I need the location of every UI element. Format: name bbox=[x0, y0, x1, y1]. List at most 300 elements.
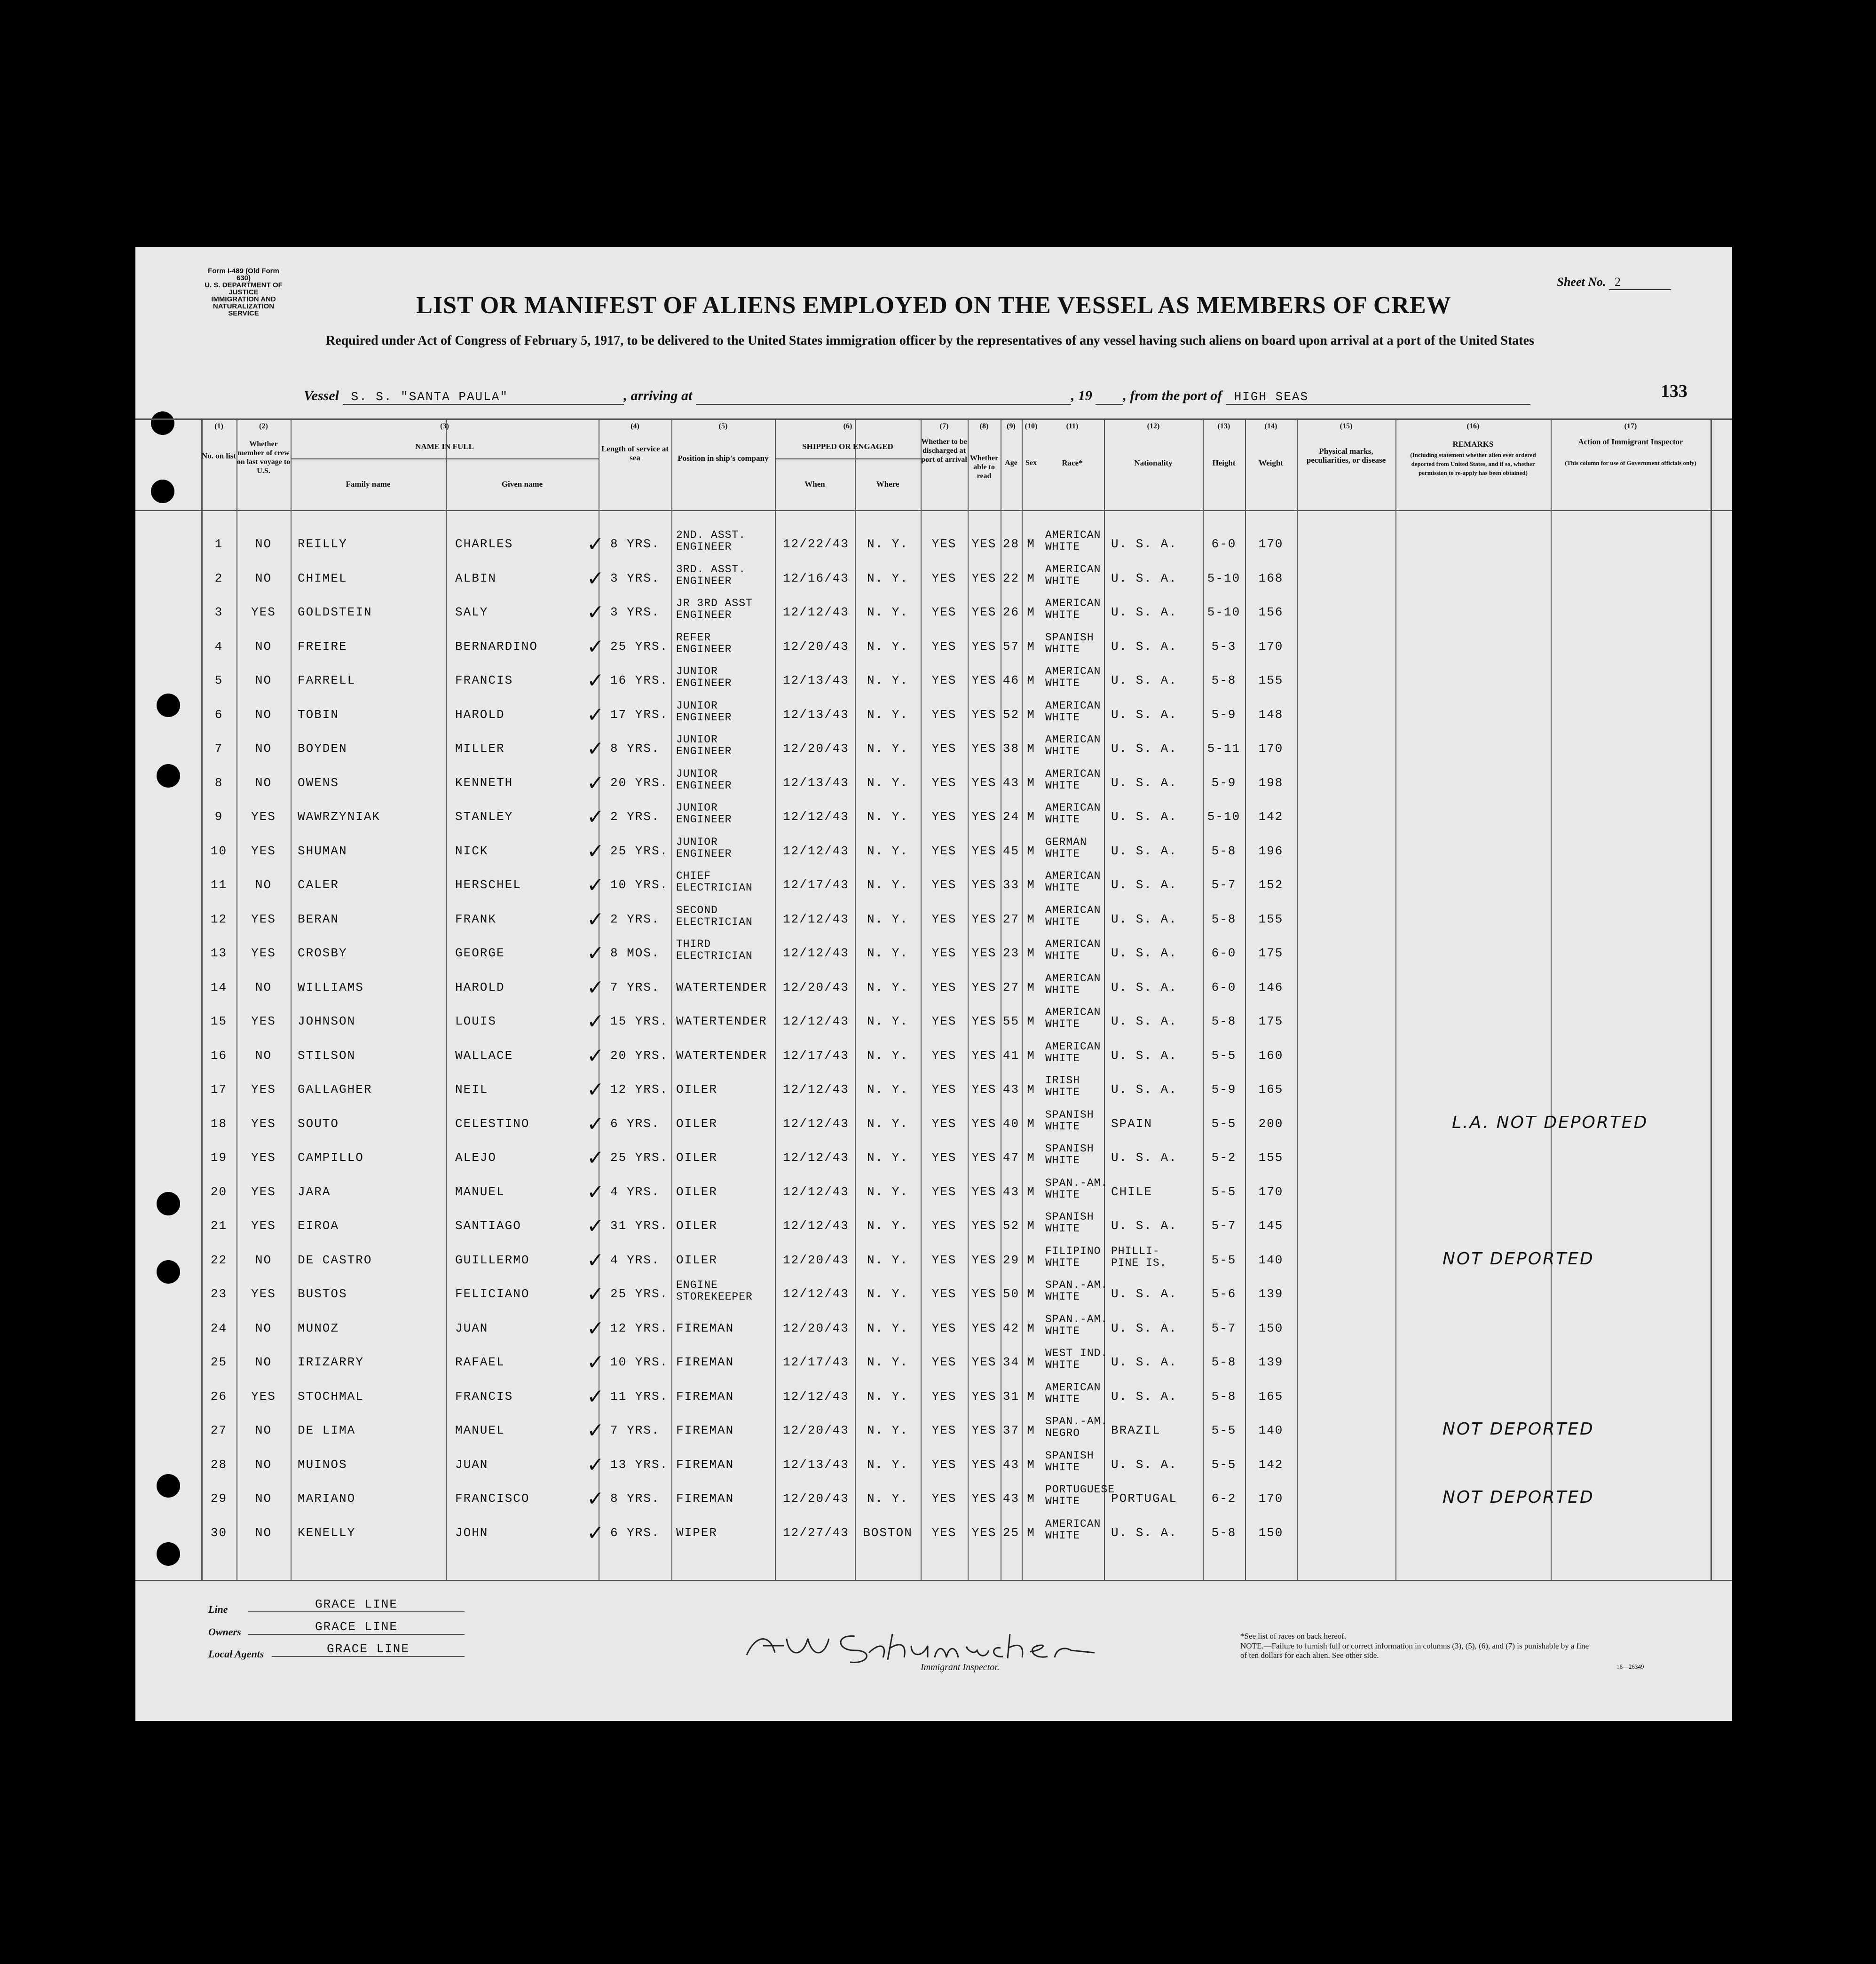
remarks-handwritten: NOT DEPORTED bbox=[1442, 1249, 1594, 1269]
race: AMERICAN WHITE bbox=[1045, 870, 1101, 894]
weight: 170 bbox=[1258, 537, 1284, 551]
inspector-signature bbox=[742, 1625, 1071, 1675]
sex: M bbox=[1027, 980, 1035, 994]
column-rule bbox=[1245, 418, 1246, 1580]
prev-voyage: NO bbox=[255, 775, 272, 790]
shipped-where: N. Y. bbox=[867, 1355, 908, 1369]
position: OILER bbox=[676, 1151, 718, 1165]
sex: M bbox=[1027, 844, 1035, 858]
nationality: U. S. A. bbox=[1111, 1287, 1177, 1301]
sex: M bbox=[1027, 1457, 1035, 1472]
family-name: REILLY bbox=[298, 537, 347, 551]
given-name: STANLEY bbox=[455, 810, 513, 824]
row-number: 8 bbox=[214, 775, 223, 790]
nationality: U. S. A. bbox=[1111, 537, 1177, 551]
nationality: U. S. A. bbox=[1111, 1014, 1177, 1028]
header-race: Race* bbox=[1062, 458, 1083, 467]
position: OILER bbox=[676, 1184, 718, 1199]
manifest-sheet bbox=[135, 247, 1732, 1721]
shipped-where: N. Y. bbox=[867, 1457, 908, 1472]
weight: 140 bbox=[1258, 1423, 1284, 1437]
weight: 150 bbox=[1258, 1321, 1284, 1335]
checkmark: ✓ bbox=[587, 669, 606, 693]
table-bottom-rule bbox=[135, 1580, 1732, 1581]
shipped-where: N. Y. bbox=[867, 775, 908, 790]
line-value: GRACE LINE bbox=[248, 1597, 465, 1612]
signature-graphic bbox=[742, 1625, 1099, 1667]
age: 24 bbox=[1002, 810, 1020, 824]
owners-label: Owners bbox=[208, 1626, 241, 1638]
age: 23 bbox=[1002, 946, 1020, 960]
length-of-service: 16 YRS. bbox=[610, 673, 669, 687]
row-number: 13 bbox=[210, 946, 228, 960]
sex: M bbox=[1027, 946, 1035, 960]
able-to-read: YES bbox=[971, 1525, 997, 1540]
able-to-read: YES bbox=[971, 878, 997, 892]
weight: 175 bbox=[1258, 946, 1284, 960]
nationality: U. S. A. bbox=[1111, 707, 1177, 722]
vessel-line bbox=[304, 388, 1705, 405]
height: 5-10 bbox=[1207, 810, 1241, 824]
column-rule bbox=[1203, 418, 1204, 1580]
length-of-service: 2 YRS. bbox=[610, 810, 660, 824]
length-of-service: 25 YRS. bbox=[610, 1151, 669, 1165]
position: REFER ENGINEER bbox=[676, 631, 732, 655]
able-to-read: YES bbox=[971, 1082, 997, 1096]
given-name: FRANCISCO bbox=[455, 1491, 530, 1506]
age: 45 bbox=[1002, 844, 1020, 858]
column-rule bbox=[1710, 418, 1712, 1580]
weight: 170 bbox=[1258, 1184, 1284, 1199]
discharge: YES bbox=[931, 980, 957, 994]
sex: M bbox=[1027, 1321, 1035, 1335]
given-name: ALBIN bbox=[455, 571, 497, 585]
row-number: 5 bbox=[214, 673, 223, 687]
length-of-service: 6 YRS. bbox=[610, 1525, 660, 1540]
discharge: YES bbox=[931, 537, 957, 551]
given-name: HERSCHEL bbox=[455, 878, 521, 892]
weight: 155 bbox=[1258, 673, 1284, 687]
checkmark: ✓ bbox=[587, 1316, 606, 1341]
length-of-service: 15 YRS. bbox=[610, 1014, 669, 1028]
row-number: 19 bbox=[210, 1151, 228, 1165]
year-label: , 19 bbox=[1071, 388, 1092, 403]
year-value bbox=[1096, 390, 1123, 405]
height: 5-7 bbox=[1211, 1219, 1237, 1233]
shipped-when: 12/12/43 bbox=[783, 1287, 849, 1301]
family-name: STILSON bbox=[298, 1048, 356, 1063]
height: 5-9 bbox=[1211, 1082, 1237, 1096]
crew-table bbox=[135, 418, 1732, 1582]
checkmark: ✓ bbox=[587, 566, 606, 591]
checkmark: ✓ bbox=[587, 941, 606, 965]
checkmark: ✓ bbox=[587, 702, 606, 727]
able-to-read: YES bbox=[971, 1491, 997, 1506]
able-to-read: YES bbox=[971, 980, 997, 994]
shipped-where: N. Y. bbox=[867, 1321, 908, 1335]
length-of-service: 25 YRS. bbox=[610, 639, 669, 654]
nationality: U. S. A. bbox=[1111, 912, 1177, 926]
family-name: CAMPILLO bbox=[298, 1151, 364, 1165]
age: 28 bbox=[1002, 537, 1020, 551]
age: 47 bbox=[1002, 1151, 1020, 1165]
discharge: YES bbox=[931, 1355, 957, 1369]
length-of-service: 17 YRS. bbox=[610, 707, 669, 722]
header-given-name: Given name bbox=[501, 480, 543, 489]
weight: 150 bbox=[1258, 1525, 1284, 1540]
races-note: *See list of races on back hereof. bbox=[1240, 1632, 1347, 1641]
header-position: Position in ship's company bbox=[678, 454, 769, 463]
prev-voyage: YES bbox=[251, 844, 276, 858]
header-nationality: Nationality bbox=[1134, 458, 1173, 467]
family-name: TOBIN bbox=[298, 707, 339, 722]
race: IRISH WHITE bbox=[1045, 1074, 1080, 1098]
nationality: U. S. A. bbox=[1111, 1048, 1177, 1063]
row-number: 30 bbox=[210, 1525, 228, 1540]
column-number: (17) bbox=[1624, 422, 1637, 430]
height: 5-8 bbox=[1211, 912, 1237, 926]
header-name: NAME IN FULL bbox=[415, 442, 474, 451]
family-name: MARIANO bbox=[298, 1491, 356, 1506]
length-of-service: 7 YRS. bbox=[610, 980, 660, 994]
sex: M bbox=[1027, 1151, 1035, 1165]
header-physical-marks: Physical marks, peculiarities, or disease bbox=[1306, 447, 1386, 465]
height: 5-9 bbox=[1211, 707, 1237, 722]
nationality: PHILLI- PINE IS. bbox=[1111, 1245, 1167, 1269]
prev-voyage: NO bbox=[255, 1525, 272, 1540]
nationality: U. S. A. bbox=[1111, 1151, 1177, 1165]
from-value: HIGH SEAS bbox=[1226, 390, 1530, 405]
able-to-read: YES bbox=[971, 1184, 997, 1199]
prev-voyage: YES bbox=[251, 1151, 276, 1165]
header-when: When bbox=[804, 480, 825, 489]
checkmark: ✓ bbox=[587, 839, 606, 863]
shipped-when: 12/13/43 bbox=[783, 707, 849, 722]
height: 5-8 bbox=[1211, 1389, 1237, 1404]
subheader-rule bbox=[775, 458, 921, 459]
checkmark: ✓ bbox=[587, 1521, 606, 1545]
owners-value: GRACE LINE bbox=[248, 1620, 465, 1635]
age: 22 bbox=[1002, 571, 1020, 585]
given-name: GUILLERMO bbox=[455, 1253, 530, 1267]
nationality: U. S. A. bbox=[1111, 1525, 1177, 1540]
race: WEST IND. WHITE bbox=[1045, 1347, 1108, 1371]
age: 42 bbox=[1002, 1321, 1020, 1335]
row-number: 17 bbox=[210, 1082, 228, 1096]
given-name: FRANCIS bbox=[455, 1389, 513, 1404]
race: AMERICAN WHITE bbox=[1045, 734, 1101, 757]
checkmark: ✓ bbox=[587, 1214, 606, 1238]
race: AMERICAN WHITE bbox=[1045, 972, 1101, 996]
prev-voyage: NO bbox=[255, 673, 272, 687]
column-number: (16) bbox=[1466, 422, 1480, 430]
age: 25 bbox=[1002, 1525, 1020, 1540]
checkmark: ✓ bbox=[587, 634, 606, 659]
form-identifier: Form I-489 (Old Form 630) U. S. DEPARTMENT OF JUSTICE IMMIGRATION AND NATURALIZATION SERVICE bbox=[205, 267, 283, 317]
nationality: U. S. A. bbox=[1111, 1457, 1177, 1472]
shipped-when: 12/12/43 bbox=[783, 810, 849, 824]
checkmark: ✓ bbox=[587, 1146, 606, 1170]
family-name: OWENS bbox=[298, 775, 339, 790]
discharge: YES bbox=[931, 605, 957, 619]
able-to-read: YES bbox=[971, 1151, 997, 1165]
nationality: U. S. A. bbox=[1111, 946, 1177, 960]
weight: 148 bbox=[1258, 707, 1284, 722]
shipped-when: 12/12/43 bbox=[783, 1082, 849, 1096]
family-name: SHUMAN bbox=[298, 844, 347, 858]
height: 5-5 bbox=[1211, 1457, 1237, 1472]
shipped-where: N. Y. bbox=[867, 980, 908, 994]
shipped-when: 12/13/43 bbox=[783, 673, 849, 687]
race: SPANISH WHITE bbox=[1045, 631, 1094, 655]
sex: M bbox=[1027, 707, 1035, 722]
prev-voyage: NO bbox=[255, 707, 272, 722]
shipped-when: 12/12/43 bbox=[783, 1184, 849, 1199]
height: 5-7 bbox=[1211, 1321, 1237, 1335]
able-to-read: YES bbox=[971, 707, 997, 722]
shipped-when: 12/12/43 bbox=[783, 1014, 849, 1028]
row-number: 20 bbox=[210, 1184, 228, 1199]
weight: 168 bbox=[1258, 571, 1284, 585]
given-name: HAROLD bbox=[455, 707, 505, 722]
row-number: 18 bbox=[210, 1116, 228, 1131]
discharge: YES bbox=[931, 1491, 957, 1506]
position: JUNIOR ENGINEER bbox=[676, 734, 732, 757]
sex: M bbox=[1027, 1491, 1035, 1506]
weight: 200 bbox=[1258, 1116, 1284, 1131]
family-name: FARRELL bbox=[298, 673, 356, 687]
sheet-number-value: 2 bbox=[1609, 275, 1671, 290]
discharge: YES bbox=[931, 673, 957, 687]
shipped-when: 12/12/43 bbox=[783, 605, 849, 619]
shipped-where: N. Y. bbox=[867, 605, 908, 619]
family-name: EIROA bbox=[298, 1219, 339, 1233]
nationality: U. S. A. bbox=[1111, 1321, 1177, 1335]
length-of-service: 6 YRS. bbox=[610, 1116, 660, 1131]
discharge: YES bbox=[931, 775, 957, 790]
sex: M bbox=[1027, 1253, 1035, 1267]
shipped-when: 12/20/43 bbox=[783, 1253, 849, 1267]
discharge: YES bbox=[931, 741, 957, 756]
race: SPANISH WHITE bbox=[1045, 1108, 1094, 1133]
shipped-where: BOSTON bbox=[863, 1525, 913, 1540]
sex: M bbox=[1027, 571, 1035, 585]
family-name: WILLIAMS bbox=[298, 980, 364, 994]
height: 5-10 bbox=[1207, 605, 1241, 619]
weight: 152 bbox=[1258, 878, 1284, 892]
nationality: BRAZIL bbox=[1111, 1423, 1161, 1437]
race: SPAN.-AM. WHITE bbox=[1045, 1313, 1108, 1337]
able-to-read: YES bbox=[971, 1321, 997, 1335]
able-to-read: YES bbox=[971, 1389, 997, 1404]
checkmark: ✓ bbox=[587, 907, 606, 931]
race: AMERICAN WHITE bbox=[1045, 938, 1101, 962]
shipped-when: 12/13/43 bbox=[783, 1457, 849, 1472]
prev-voyage: YES bbox=[251, 1219, 276, 1233]
length-of-service: 8 YRS. bbox=[610, 537, 660, 551]
shipped-when: 12/12/43 bbox=[783, 844, 849, 858]
checkmark: ✓ bbox=[587, 737, 606, 761]
able-to-read: YES bbox=[971, 741, 997, 756]
length-of-service: 3 YRS. bbox=[610, 571, 660, 585]
family-name: BUSTOS bbox=[298, 1287, 347, 1301]
column-rule bbox=[1395, 418, 1396, 1580]
age: 43 bbox=[1002, 1184, 1020, 1199]
length-of-service: 25 YRS. bbox=[610, 1287, 669, 1301]
discharge: YES bbox=[931, 1253, 957, 1267]
remarks-handwritten: NOT DEPORTED bbox=[1442, 1420, 1594, 1439]
shipped-where: N. Y. bbox=[867, 810, 908, 824]
position: FIREMAN bbox=[676, 1355, 734, 1369]
column-rule bbox=[1551, 418, 1552, 1580]
sex: M bbox=[1027, 1116, 1035, 1131]
given-name: BERNARDINO bbox=[455, 639, 538, 654]
nationality: CHILE bbox=[1111, 1184, 1153, 1199]
column-number: (6) bbox=[843, 422, 852, 430]
row-number: 3 bbox=[214, 605, 223, 619]
given-name: JOHN bbox=[455, 1525, 489, 1540]
sex: M bbox=[1027, 537, 1035, 551]
length-of-service: 11 YRS. bbox=[610, 1389, 669, 1404]
checkmark: ✓ bbox=[587, 1248, 606, 1272]
race: SPANISH WHITE bbox=[1045, 1211, 1094, 1235]
shipped-where: N. Y. bbox=[867, 878, 908, 892]
position: FIREMAN bbox=[676, 1457, 734, 1472]
shipped-when: 12/12/43 bbox=[783, 1389, 849, 1404]
page-number: 133 bbox=[1661, 381, 1687, 401]
header-service: Length of service at sea bbox=[601, 444, 669, 462]
prev-voyage: NO bbox=[255, 1423, 272, 1437]
weight: 198 bbox=[1258, 775, 1284, 790]
prev-voyage: YES bbox=[251, 1389, 276, 1404]
header-rule bbox=[135, 510, 1732, 511]
checkmark: ✓ bbox=[587, 1078, 606, 1102]
sex: M bbox=[1027, 1355, 1035, 1369]
shipped-when: 12/20/43 bbox=[783, 741, 849, 756]
able-to-read: YES bbox=[971, 1116, 997, 1131]
nationality: U. S. A. bbox=[1111, 1389, 1177, 1404]
given-name: SALY bbox=[455, 605, 489, 619]
column-number: (10) bbox=[1025, 422, 1038, 430]
able-to-read: YES bbox=[971, 810, 997, 824]
checkmark: ✓ bbox=[587, 1010, 606, 1033]
checkmark: ✓ bbox=[587, 1384, 606, 1409]
prev-voyage: NO bbox=[255, 741, 272, 756]
prev-voyage: NO bbox=[255, 571, 272, 585]
height: 5-5 bbox=[1211, 1423, 1237, 1437]
given-name: KENNETH bbox=[455, 775, 513, 790]
length-of-service: 7 YRS. bbox=[610, 1423, 660, 1437]
given-name: CHARLES bbox=[455, 537, 513, 551]
race: SPANISH WHITE bbox=[1045, 1143, 1094, 1167]
prev-voyage: NO bbox=[255, 1355, 272, 1369]
height: 5-5 bbox=[1211, 1253, 1237, 1267]
document-title: LIST OR MANIFEST OF ALIENS EMPLOYED ON THE VESSEL AS MEMBERS OF CREW bbox=[416, 292, 1451, 319]
able-to-read: YES bbox=[971, 844, 997, 858]
sheet-number-label: Sheet No. bbox=[1557, 275, 1606, 289]
age: 27 bbox=[1002, 980, 1020, 994]
able-to-read: YES bbox=[971, 571, 997, 585]
nationality: U. S. A. bbox=[1111, 741, 1177, 756]
length-of-service: 3 YRS. bbox=[610, 605, 660, 619]
discharge: YES bbox=[931, 844, 957, 858]
weight: 170 bbox=[1258, 639, 1284, 654]
position: FIREMAN bbox=[676, 1423, 734, 1437]
weight: 140 bbox=[1258, 1253, 1284, 1267]
able-to-read: YES bbox=[971, 639, 997, 654]
vessel-label: Vessel bbox=[304, 388, 339, 403]
length-of-service: 8 MOS. bbox=[610, 946, 660, 960]
column-number: (14) bbox=[1264, 422, 1277, 430]
given-name: MANUEL bbox=[455, 1184, 505, 1199]
checkmark: ✓ bbox=[587, 873, 606, 897]
weight: 156 bbox=[1258, 605, 1284, 619]
length-of-service: 12 YRS. bbox=[610, 1082, 669, 1096]
shipped-when: 12/20/43 bbox=[783, 1423, 849, 1437]
agents-label: Local Agents bbox=[208, 1648, 264, 1660]
race: PORTUGUESE WHITE bbox=[1045, 1483, 1115, 1507]
checkmark: ✓ bbox=[587, 1112, 606, 1136]
given-name: GEORGE bbox=[455, 946, 505, 960]
able-to-read: YES bbox=[971, 1219, 997, 1233]
column-number: (5) bbox=[718, 422, 728, 430]
able-to-read: YES bbox=[971, 946, 997, 960]
row-number: 28 bbox=[210, 1457, 228, 1472]
sex: M bbox=[1027, 1014, 1035, 1028]
discharge: YES bbox=[931, 1116, 957, 1131]
length-of-service: 25 YRS. bbox=[610, 844, 669, 858]
given-name: FELICIANO bbox=[455, 1287, 530, 1301]
column-rule bbox=[1104, 418, 1105, 1580]
family-name: FREIRE bbox=[298, 639, 347, 654]
line-label: Line bbox=[208, 1603, 228, 1615]
header-read: Whether able to read bbox=[970, 454, 999, 480]
discharge: YES bbox=[931, 1287, 957, 1301]
nationality: U. S. A. bbox=[1111, 775, 1177, 790]
row-number: 4 bbox=[214, 639, 223, 654]
height: 5-9 bbox=[1211, 775, 1237, 790]
discharge: YES bbox=[931, 946, 957, 960]
column-number: (9) bbox=[1007, 422, 1016, 430]
sex: M bbox=[1027, 878, 1035, 892]
age: 43 bbox=[1002, 1082, 1020, 1096]
height: 5-3 bbox=[1211, 639, 1237, 654]
nationality: U. S. A. bbox=[1111, 810, 1177, 824]
shipped-when: 12/12/43 bbox=[783, 1151, 849, 1165]
position: JUNIOR ENGINEER bbox=[676, 767, 732, 792]
position: FIREMAN bbox=[676, 1321, 734, 1335]
length-of-service: 20 YRS. bbox=[610, 775, 669, 790]
given-name: JUAN bbox=[455, 1457, 489, 1472]
prev-voyage: NO bbox=[255, 639, 272, 654]
sex: M bbox=[1027, 1082, 1035, 1096]
shipped-when: 12/17/43 bbox=[783, 1048, 849, 1063]
given-name: MANUEL bbox=[455, 1423, 505, 1437]
age: 43 bbox=[1002, 1457, 1020, 1472]
height: 5-8 bbox=[1211, 673, 1237, 687]
row-number: 11 bbox=[210, 878, 228, 892]
column-number: (13) bbox=[1217, 422, 1230, 430]
age: 26 bbox=[1002, 605, 1020, 619]
column-rule bbox=[1297, 418, 1298, 1580]
sex: M bbox=[1027, 673, 1035, 687]
race: AMERICAN WHITE bbox=[1045, 597, 1101, 621]
header-sex: Sex bbox=[1025, 459, 1037, 467]
height: 5-7 bbox=[1211, 878, 1237, 892]
family-name: STOCHMAL bbox=[298, 1389, 364, 1404]
sex: M bbox=[1027, 639, 1035, 654]
shipped-where: N. Y. bbox=[867, 1082, 908, 1096]
